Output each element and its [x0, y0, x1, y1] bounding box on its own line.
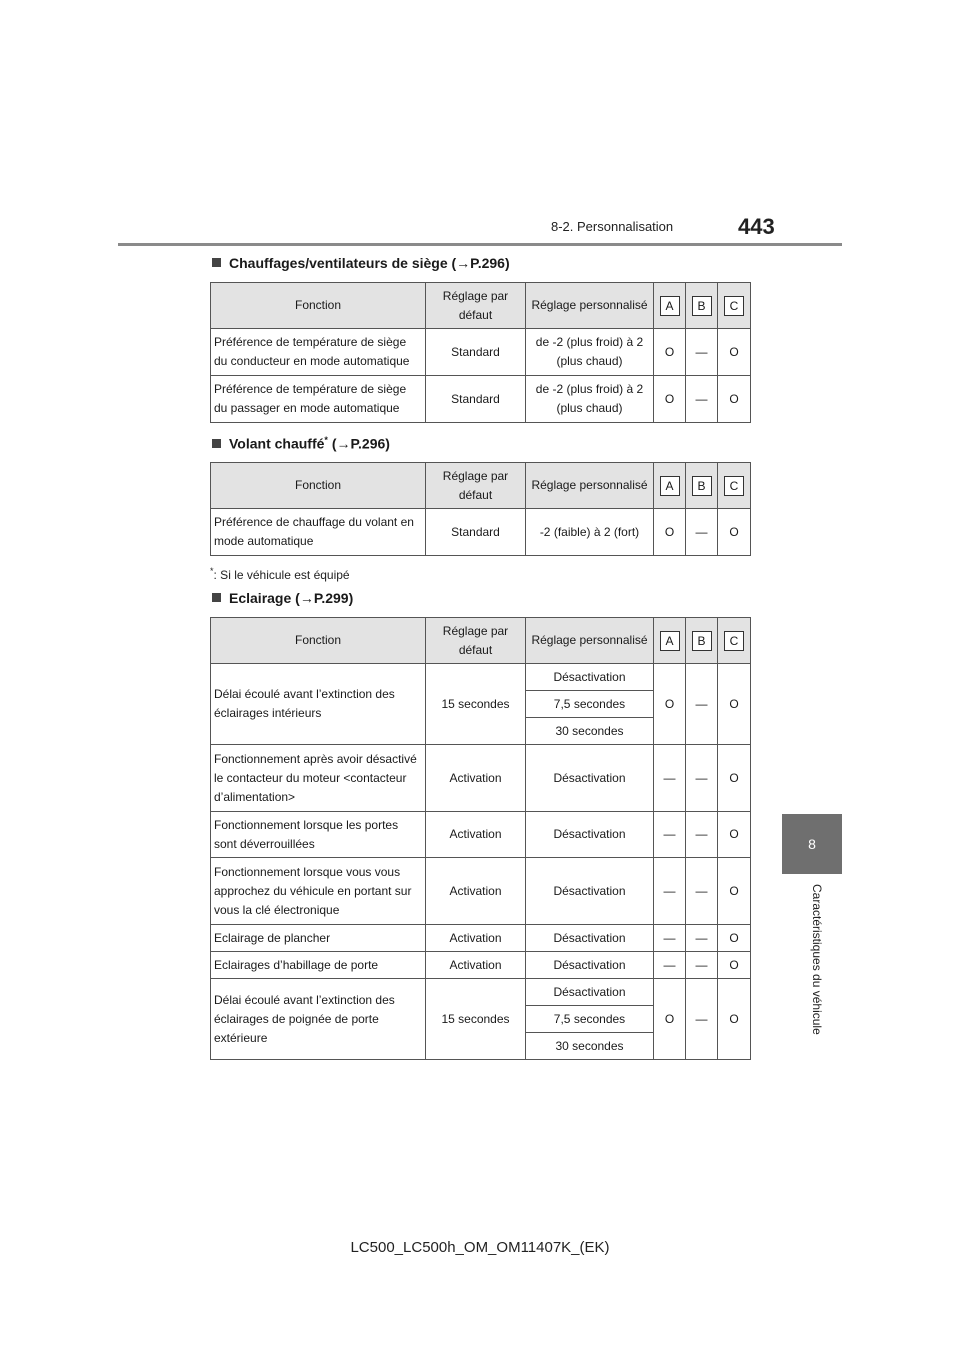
cell-b: —	[686, 329, 718, 376]
cell-perso-option: 30 secondes	[526, 718, 654, 745]
cell-c: O	[718, 664, 751, 745]
page-number: 443	[738, 214, 775, 239]
col-a-label: A	[660, 631, 680, 651]
footnote-text: : Si le véhicule est équipé	[213, 568, 350, 582]
document-footer-code: LC500_LC500h_OM_OM11407K_(EK)	[350, 1239, 610, 1256]
col-fonction: Fonction	[211, 463, 426, 509]
table-seat-heaters	[210, 282, 751, 423]
cell-perso-option: 30 secondes	[526, 1033, 654, 1060]
cell-fonction: Délai écoulé avant l’extinction des éclairages intérieurs	[211, 664, 426, 745]
table-row	[211, 858, 751, 925]
table-row	[211, 376, 751, 423]
table-row	[211, 329, 751, 376]
col-b	[686, 283, 718, 329]
cell-a: O	[654, 329, 686, 376]
cell-defaut: Activation	[426, 812, 526, 858]
cell-c: O	[718, 925, 751, 952]
square-bullet-icon	[212, 593, 221, 602]
cell-a: O	[654, 509, 686, 556]
cell-c: O	[718, 745, 751, 812]
cell-b: —	[686, 858, 718, 925]
cell-fonction: Fonctionnement après avoir désactivé le contacteur du moteur <contacteur d’alimentation>	[211, 745, 426, 812]
col-a	[654, 283, 686, 329]
cell-perso: Désactivation	[526, 812, 654, 858]
section-title-text: Eclairage (→P.299)	[229, 590, 354, 606]
col-a-label: A	[660, 296, 680, 316]
cell-perso-option: 7,5 secondes	[526, 691, 654, 718]
cell-defaut: 15 secondes	[426, 979, 526, 1060]
table-row	[211, 509, 751, 556]
cell-c: O	[718, 858, 751, 925]
cell-defaut: Standard	[426, 509, 526, 556]
col-b-label: B	[692, 631, 712, 651]
col-reglage-perso: Réglage personnalisé	[526, 283, 654, 329]
section-title-text: Chauffages/ventilateurs de siège (→P.296)	[229, 255, 510, 271]
col-b	[686, 618, 718, 664]
cell-perso: de -2 (plus froid) à 2 (plus chaud)	[526, 376, 654, 423]
page-header-section: 8-2. Personnalisation	[551, 219, 674, 234]
table-row	[211, 664, 751, 691]
cell-perso: Désactivation	[526, 858, 654, 925]
cell-fonction: Préférence de température de siège du passager en mode automatique	[211, 376, 426, 423]
cell-c: O	[718, 812, 751, 858]
cell-a: O	[654, 979, 686, 1060]
square-bullet-icon	[212, 258, 221, 267]
cell-a: O	[654, 376, 686, 423]
cell-a: —	[654, 745, 686, 812]
cell-perso: Désactivation	[526, 745, 654, 812]
cell-fonction: Eclairage de plancher	[211, 925, 426, 952]
footnote-mark: *	[210, 566, 214, 576]
col-c	[718, 463, 751, 509]
header-rule	[118, 243, 842, 246]
cell-c: O	[718, 376, 751, 423]
cell-perso-option: 7,5 secondes	[526, 1006, 654, 1033]
section-title-lighting	[212, 590, 353, 606]
cell-a: —	[654, 812, 686, 858]
table-lighting	[210, 617, 751, 1060]
cell-fonction: Préférence de température de siège du conducteur en mode automatique	[211, 329, 426, 376]
table-row	[211, 812, 751, 858]
cell-defaut: Activation	[426, 745, 526, 812]
cell-c: O	[718, 329, 751, 376]
cell-fonction: Délai écoulé avant l’extinction des éclairages de poignée de porte extérieure	[211, 979, 426, 1060]
col-c-label: C	[724, 476, 744, 496]
col-c-label: C	[724, 631, 744, 651]
col-fonction: Fonction	[211, 618, 426, 664]
cell-a: —	[654, 925, 686, 952]
cell-defaut: Activation	[426, 925, 526, 952]
cell-b: —	[686, 376, 718, 423]
col-b	[686, 463, 718, 509]
cell-perso: Désactivation	[526, 925, 654, 952]
section-title-text: Volant chauffé	[229, 435, 325, 452]
cell-c: O	[718, 509, 751, 556]
cell-b: —	[686, 745, 718, 812]
cell-b: —	[686, 952, 718, 979]
table-row	[211, 979, 751, 1006]
section-title-seat-heaters	[212, 255, 510, 271]
col-a	[654, 463, 686, 509]
col-fonction: Fonction	[211, 283, 426, 329]
section-title-ref: (→P.296)	[327, 435, 390, 452]
cell-fonction: Fonctionnement lorsque vous vous approchez du véhicule en portant sur vous la clé électronique	[211, 858, 426, 925]
cell-b: —	[686, 664, 718, 745]
cell-perso: -2 (faible) à 2 (fort)	[526, 509, 654, 556]
table-row	[211, 745, 751, 812]
table-heated-wheel	[210, 462, 751, 556]
col-reglage-perso: Réglage personnalisé	[526, 463, 654, 509]
col-a-label: A	[660, 476, 680, 496]
col-reglage-defaut: Réglage par défaut	[426, 283, 526, 329]
col-c-label: C	[724, 296, 744, 316]
cell-defaut: 15 secondes	[426, 664, 526, 745]
col-b-label: B	[692, 296, 712, 316]
cell-fonction: Préférence de chauffage du volant en mode automatique	[211, 509, 426, 556]
section-title-heated-wheel	[212, 435, 390, 452]
cell-perso: Désactivation	[526, 952, 654, 979]
chapter-title-vertical: Caractéristiques du véhicule	[810, 884, 824, 1035]
col-reglage-defaut: Réglage par défaut	[426, 618, 526, 664]
cell-a: —	[654, 858, 686, 925]
square-bullet-icon	[212, 439, 221, 448]
cell-perso: de -2 (plus froid) à 2 (plus chaud)	[526, 329, 654, 376]
cell-c: O	[718, 979, 751, 1060]
cell-defaut: Activation	[426, 858, 526, 925]
cell-b: —	[686, 509, 718, 556]
table-row	[211, 952, 751, 979]
cell-perso-option: Désactivation	[526, 979, 654, 1006]
cell-b: —	[686, 979, 718, 1060]
cell-perso-option: Désactivation	[526, 664, 654, 691]
cell-b: —	[686, 812, 718, 858]
table-row	[211, 925, 751, 952]
col-reglage-perso: Réglage personnalisé	[526, 618, 654, 664]
col-c	[718, 618, 751, 664]
cell-a: —	[654, 952, 686, 979]
cell-defaut: Activation	[426, 952, 526, 979]
col-b-label: B	[692, 476, 712, 496]
cell-b: —	[686, 925, 718, 952]
col-reglage-defaut: Réglage par défaut	[426, 463, 526, 509]
cell-fonction: Eclairages d’habillage de porte	[211, 952, 426, 979]
chapter-tab[interactable]: 8	[782, 814, 842, 874]
cell-fonction: Fonctionnement lorsque les portes sont déverrouillées	[211, 812, 426, 858]
col-a	[654, 618, 686, 664]
col-c	[718, 283, 751, 329]
footnote-mark: *	[324, 435, 328, 445]
cell-a: O	[654, 664, 686, 745]
cell-defaut: Standard	[426, 329, 526, 376]
footnote	[210, 566, 350, 582]
cell-c: O	[718, 952, 751, 979]
cell-defaut: Standard	[426, 376, 526, 423]
